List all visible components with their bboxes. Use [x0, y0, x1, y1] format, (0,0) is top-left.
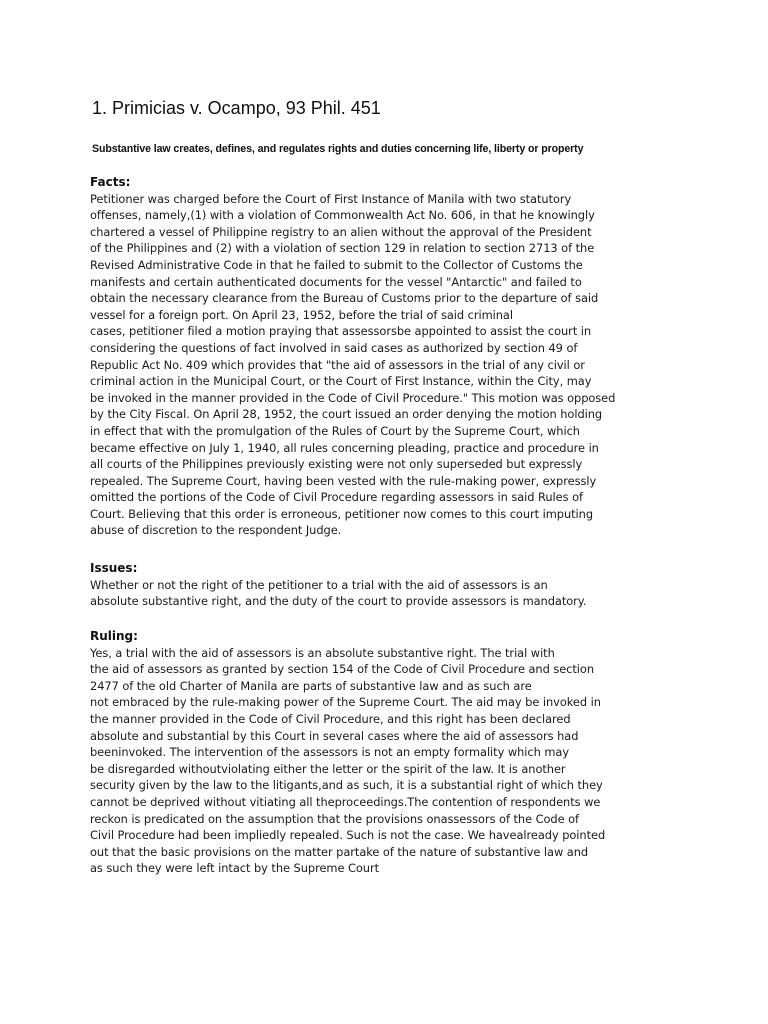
ruling-section [90, 628, 690, 877]
ruling-line: be disregarded withoutviolating either the letter or the spirit of the law. It is another [90, 761, 566, 776]
facts-line: be invoked in the manner provided in the Code of Civil Procedure." This motion was opposed [90, 390, 616, 405]
facts-line: abuse of discretion to the respondent Judge. [90, 523, 342, 538]
issues-heading: Issues: [90, 561, 138, 575]
facts-line: Petitioner was charged before the Court of First Instance of Manila with two statutory [90, 191, 572, 206]
facts-line: omitted the portions of the Code of Civil Procedure regarding assessors in said Rules of [90, 490, 583, 505]
facts-line: by the City Fiscal. On April 28, 1952, the court issued an order denying the motion holding [90, 407, 603, 422]
facts-line: vessel for a foreign port. On April 23, 1952, before the trial of said criminal [90, 307, 513, 322]
facts-line: offenses, namely,(1) with a violation of Commonwealth Act No. 606, in that he knowingly [90, 208, 595, 223]
doctrine-subtitle: Substantive law creates, defines, and regulates rights and duties concerning life, liberty or property [92, 143, 584, 155]
facts-line: of the Philippines and (2) with a violation of section 129 in relation to section 2713 of the [90, 241, 595, 256]
facts-line: cases, petitioner filed a motion praying that assessorsbe appointed to assist the court in [90, 324, 592, 339]
facts-line: Revised Administrative Code in that he failed to submit to the Collector of Customs the [90, 257, 583, 272]
ruling-line: security given by the law to the litigants,and as such, it is a substantial right of which they [90, 778, 603, 793]
ruling-body [90, 645, 690, 877]
facts-line: all courts of the Philippines previously existing were not only superseded but expressly [90, 457, 583, 472]
ruling-line: the aid of assessors as granted by section 154 of the Code of Civil Procedure and section [90, 662, 594, 677]
facts-line: in effect that with the promulgation of the Rules of Court by the Supreme Court, which [90, 423, 580, 438]
ruling-line: beeninvoked. The intervention of the assessors is not an empty formality which may [90, 745, 570, 760]
case-title: 1. Primicias v. Ocampo, 93 Phil. 451 [92, 98, 381, 118]
ruling-line: cannot be deprived without vitiating all theproceedings.The contention of respondents we [90, 794, 601, 809]
ruling-line: Civil Procedure had been impliedly repealed. Such is not the case. We havealready pointed [90, 828, 606, 843]
facts-line: criminal action in the Municipal Court, or the Court of First Instance, within the City, may [90, 374, 592, 389]
issues-section [90, 560, 690, 610]
facts-line: considering the questions of fact involved in said cases as authorized by section 49 of [90, 340, 578, 355]
issues-body [90, 577, 690, 610]
facts-line: manifests and certain authenticated documents for the vessel "Antarctic" and failed to [90, 274, 582, 289]
ruling-line: not embraced by the rule-making power of the Supreme Court. The aid may be invoked in [90, 695, 601, 710]
ruling-heading: Ruling: [90, 629, 138, 643]
facts-line: Republic Act No. 409 which provides that "the aid of assessors in the trial of any civil or [90, 357, 585, 372]
ruling-line: 2477 of the old Charter of Manila are parts of substantive law and as such are [90, 678, 532, 693]
issues-line: absolute substantive right, and the duty of the court to provide assessors is mandatory. [90, 594, 587, 609]
facts-line: obtain the necessary clearance from the Bureau of Customs prior to the departure of said [90, 291, 599, 306]
facts-line: Court. Believing that this order is erroneous, petitioner now comes to this court imputing [90, 506, 594, 521]
facts-line: repealed. The Supreme Court, having been vested with the rule-making power, expressly [90, 473, 597, 488]
facts-line: chartered a vessel of Philippine registry to an alien without the approval of the President [90, 224, 592, 239]
ruling-line: out that the basic provisions on the matter partake of the nature of substantive law and [90, 844, 589, 859]
facts-line: became effective on July 1, 1940, all rules concerning pleading, practice and procedure in [90, 440, 599, 455]
ruling-line: Yes, a trial with the aid of assessors is an absolute substantive right. The trial with [90, 645, 555, 660]
facts-section [90, 174, 690, 539]
ruling-line: as such they were left intact by the Supreme Court [90, 861, 380, 876]
ruling-line: the manner provided in the Code of Civil Procedure, and this right has been declared [90, 711, 571, 726]
issues-line: Whether or not the right of the petitioner to a trial with the aid of assessors is an [90, 577, 548, 592]
facts-heading: Facts: [90, 175, 131, 189]
facts-body [90, 191, 690, 539]
ruling-line: reckon is predicated on the assumption that the provisions onassessors of the Code of [90, 811, 580, 826]
ruling-line: absolute and substantial by this Court in several cases where the aid of assessors had [90, 728, 579, 743]
